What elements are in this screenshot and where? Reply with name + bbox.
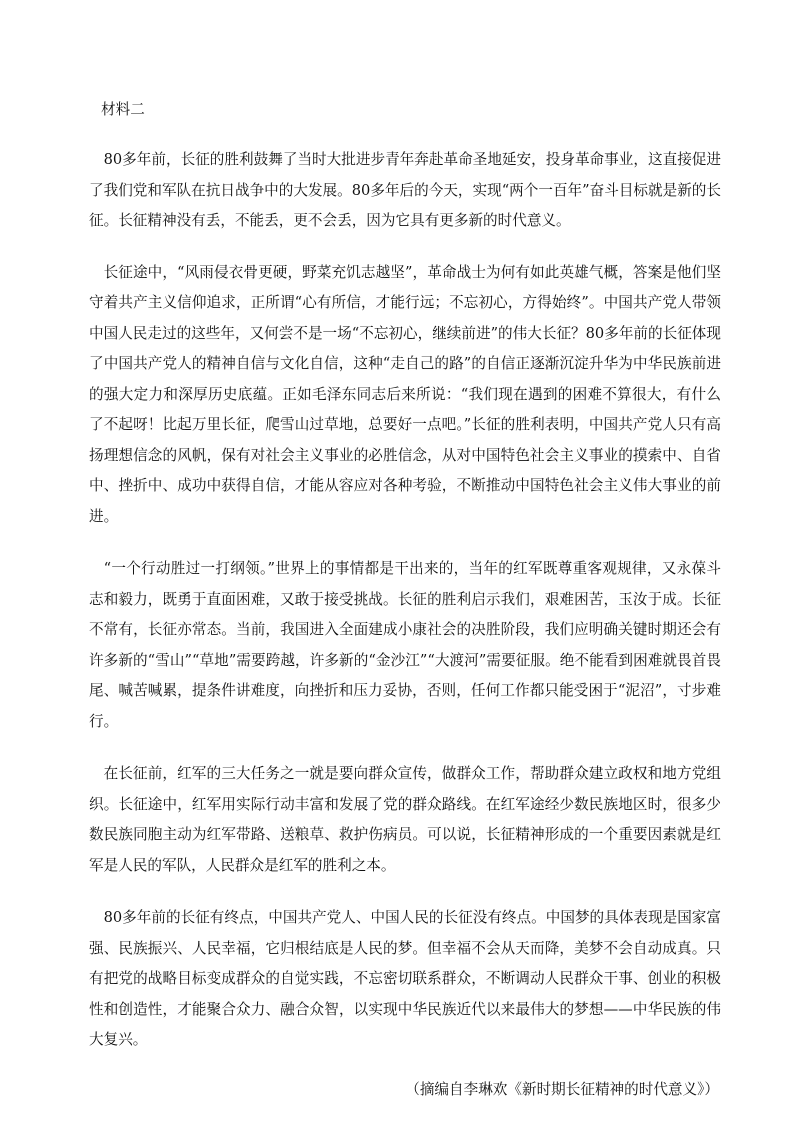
source-citation: （摘编自李琳欢《新时期长征精神的时代意义》） [405,1080,719,1098]
paragraph-3: “一个行动胜过一打纲领。”世界上的事情都是干出来的，当年的红军既尊重客观规律，又永葆斗志和毅力，既勇于直面困难，又敢于接受挑战。长征的胜利启示我们，艰难困苦，玉汝于成。长征不常有，长征亦常态。当前，我国进入全面建成小康社会的决胜阶段，我们应明确关键时期还会有许多新的“雪山”“草地”需要跨越，许多新的“金沙江”“大渡河”需要征服。绝不能看到困难就畏首畏尾、喊苦喊累，提条件讲难度，向挫折和压力妥协，否则，任何工作都只能受困于“泥沼”，寸步难行。 [89,560,721,730]
paragraph-2: 长征途中，“风雨侵衣骨更硬，野菜充饥志越坚”，革命战士为何有如此英雄气概，答案是他们坚守着共产主义信仰追求，正所谓“心有所信，才能行远；不忘初心，方得始终”。中国共产党人带领中国人民走过的这些年，又何尝不是一场“不忘初心，继续前进”的伟大长征？80多年前的长征体现了中国共产党人的精神自信与文化自信，这种“走自己的路”的自信正逐渐沉淀升华为中华民族前进的强大定力和深厚历史底蕴。正如毛泽东同志后来所说：“我们现在遇到的困难不算很大，有什么了不起呀！比起万里长征，爬雪山过草地，总要好一点吧。”长征的胜利表明，中国共产党人只有高扬理想信念的风帆，保有对社会主义事业的必胜信念，从对中国特色社会主义事业的摸索中、自省中、挫折中、成功中获得自信，才能从容应对各种考验，不断推动中国特色社会主义伟大事业的前进。 [89,263,721,525]
paragraph-1: 80多年前，长征的胜利鼓舞了当时大批进步青年奔赴革命圣地延安，投身革命事业，这直接促进了我们党和军队在抗日战争中的大发展。80多年后的今天，实现“两个一百年”奋斗目标就是新的长征。长征精神没有丢，不能丢，更不会丢，因为它具有更多新的时代意义。 [89,151,721,229]
material-heading: 材料二 [101,101,145,118]
paragraph-4: 在长征前，红军的三大任务之一就是要向群众宣传，做群众工作，帮助群众建立政权和地方党组织。长征途中，红军用实际行动丰富和发展了党的群众路线。在红军途经少数民族地区时，很多少数民族同胞主动为红军带路、送粮草、救护伤病员。可以说，长征精神形成的一个重要因素就是红军是人民的军队，人民群众是红军的胜利之本。 [89,765,721,874]
document-page [89,95,721,1105]
paragraph-5: 80多年前的长征有终点，中国共产党人、中国人民的长征没有终点。中国梦的具体表现是国家富强、民族振兴、人民幸福，它归根结底是人民的梦。但幸福不会从天而降，美梦不会自动成真。只有把党的战略目标变成群众的自觉实践，不忘密切联系群众，不断调动人民群众干事、创业的积极性和创造性，才能聚合众力、融合众智，以实现中华民族近代以来最伟大的梦想——中华民族的伟大复兴。 [89,909,721,1048]
